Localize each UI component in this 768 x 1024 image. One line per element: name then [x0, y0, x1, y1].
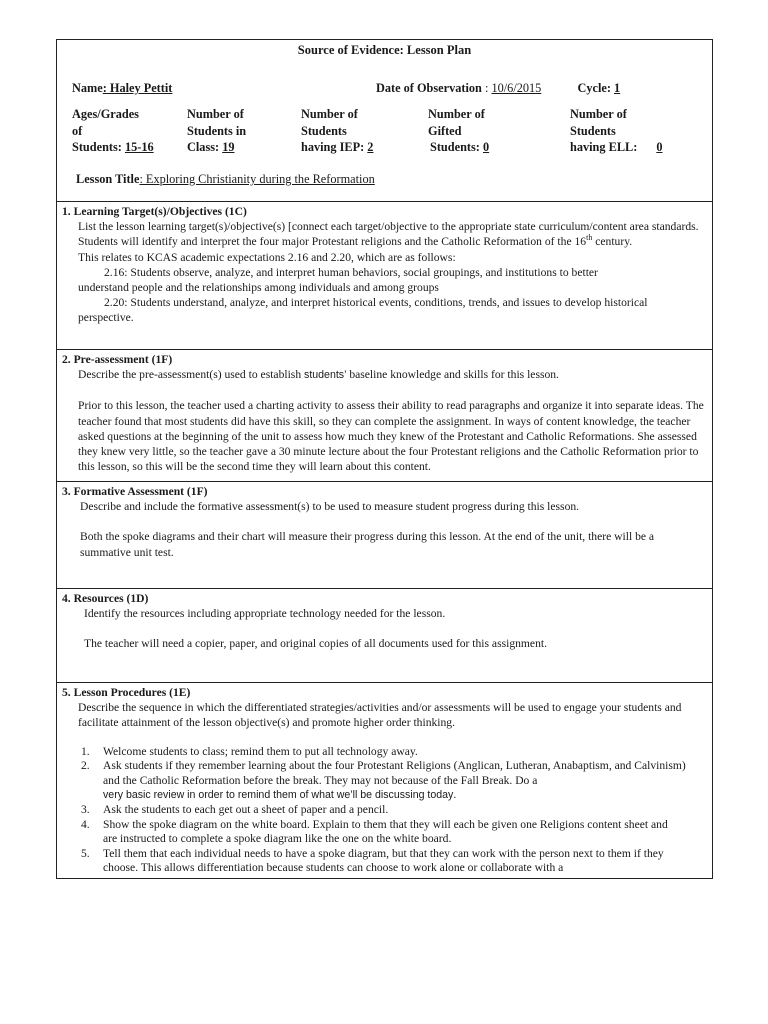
list-item: 5. Tell them that each individual needs to have a spoke diagram, but that they can work with the person next to them if they choose. This allows differentiation because students can choose to work alone or collaborate with a — [81, 846, 664, 875]
section-heading: 2. Pre-assessment (1F) — [62, 353, 173, 366]
ell-students: Number of Students having ELL: 0 — [570, 106, 678, 156]
section-resources — [57, 589, 713, 683]
lesson-plan-table — [56, 39, 713, 879]
header-cell — [57, 40, 713, 202]
date-value: 10/6/2015 — [491, 81, 542, 95]
section-instructions: Describe and include the formative assessment(s) to be used to measure student progress during this lesson. — [80, 500, 580, 514]
procedure-list — [62, 745, 712, 876]
list-item: 3. Ask the students to each get out a sheet of paper and a pencil. — [81, 802, 389, 816]
section-response: Prior to this lesson, the teacher used a charting activity to assess their ability to read paragraphs and organize it into separate ideas. The teacher found that most students did have this skill, so they can complete the assignment. In ways of content knowledge, the teacher asked questions at the beginning of the unit to assess how much they knew of the Protestant and Catholic Reformations. She assessed they knew very little, so the teacher gave a 30 minute lecture about the four Protestant religions and the Catholic Reformation prior to this lesson, so this will be the second time they will learn about this content. — [78, 399, 704, 474]
cycle-value: 1 — [613, 81, 621, 95]
ell-value: 0 — [656, 140, 663, 154]
gifted-students: Number of Gifted Students: 0 — [428, 106, 523, 156]
cycle-label: Cycle: — [577, 81, 614, 95]
class-size-value: 19 — [222, 140, 235, 154]
section-heading: 5. Lesson Procedures (1E) — [62, 686, 191, 699]
section-pre-assessment — [57, 350, 713, 482]
document-title: Source of Evidence: Lesson Plan — [297, 43, 472, 57]
standards-intro: This relates to KCAS academic expectations 2.16 and 2.20, which are as follows: — [78, 250, 456, 264]
gifted-value: 0 — [482, 140, 490, 154]
list-item: 4. Show the spoke diagram on the white board. Explain to them that they will each be given one Religions content sheet and are instructed to complete a spoke diagram like the one on the white board. — [81, 817, 668, 846]
section-response: The teacher will need a copier, paper, and original copies of all documents used for this assignment. — [84, 637, 547, 651]
ages-grades: Ages/Grades of Students: 15-16 — [72, 107, 154, 154]
name-label: Name — [72, 81, 103, 95]
section-learning-targets: 1. Learning Target(s)/Objectives (1C) List the lesson learning target(s)/objective(s) [connect each target/objective to the appropriate state curriculum/content area standards. Students will identify and interpret the four major Protestant religions and the Catholic Reformation of the 16th century. This relates to KCAS academic expectations 2.16 and 2.20, which are as follows: 2.16: Students observe, analyze, and interpret human behaviors, social groupings, and institutions to better understand people and the relationships among individuals and among groups 2.20: Students understand, analyze, and interpret historical events, conditions, trends, and issues to develop historical perspective. — [57, 202, 713, 350]
section-response: Both the spoke diagrams and their chart will measure their progress during this lesson. At the end of the unit, there will be a summative unit test. — [80, 530, 655, 559]
ages-value: 15-16 — [124, 140, 154, 154]
name-field — [72, 81, 369, 96]
section-lesson-procedures — [57, 683, 713, 879]
objective-text: Students will identify and interpret the four major Protestant religions and the Catholic Reformation of the 16th century. — [78, 233, 633, 249]
name-value: : Haley Pettit — [102, 81, 173, 95]
date-label: Date of Observation — [376, 81, 482, 95]
iep-value: 2 — [367, 140, 374, 154]
section-heading: 4. Resources (1D) — [62, 592, 149, 605]
lesson-title-value: : Exploring Christianity during the Reformation — [139, 172, 375, 186]
students-in-class: Number of Students in Class: 19 — [187, 106, 262, 156]
section-instructions: List the lesson learning target(s)/objective(s) [connect each target/objective to the appropriate state curriculum/content area standards. — [78, 220, 699, 234]
section-formative-assessment — [57, 482, 713, 589]
section-heading: 1. Learning Target(s)/Objectives (1C) — [62, 205, 247, 218]
section-instructions: Describe the pre-assessment(s) used to establish students’ baseline knowledge and skills for this lesson. — [78, 368, 559, 382]
lesson-title-label: Lesson Title — [76, 172, 140, 186]
lesson-title-field — [76, 172, 571, 187]
date-field: Date of Observation : 10/6/2015 Cycle: 1 — [376, 81, 654, 96]
section-heading: 3. Formative Assessment (1F) — [62, 485, 208, 498]
section-instructions: Identify the resources including appropriate technology needed for the lesson. — [84, 607, 446, 621]
list-item: 1. Welcome students to class; remind them to put all technology away. — [81, 744, 418, 758]
list-item: 2. Ask students if they remember learning about the four Protestant Religions (Anglican, Lutheran, Anabaptism, and Calvinism) and the Catholic Reformation before the break. They may not because of the Fall Break. Do a very basic review in order to remind them of what we’ll be discussing today. — [81, 759, 686, 802]
lesson-plan-page — [56, 39, 713, 879]
students-iep: Number of Students having IEP: 2 — [301, 106, 393, 156]
section-instructions: Describe the sequence in which the differentiated strategies/activities and/or assessments will be used to engage your students and facilitate attainment of the lesson objective(s) and promote higher order thinking. — [78, 701, 682, 730]
